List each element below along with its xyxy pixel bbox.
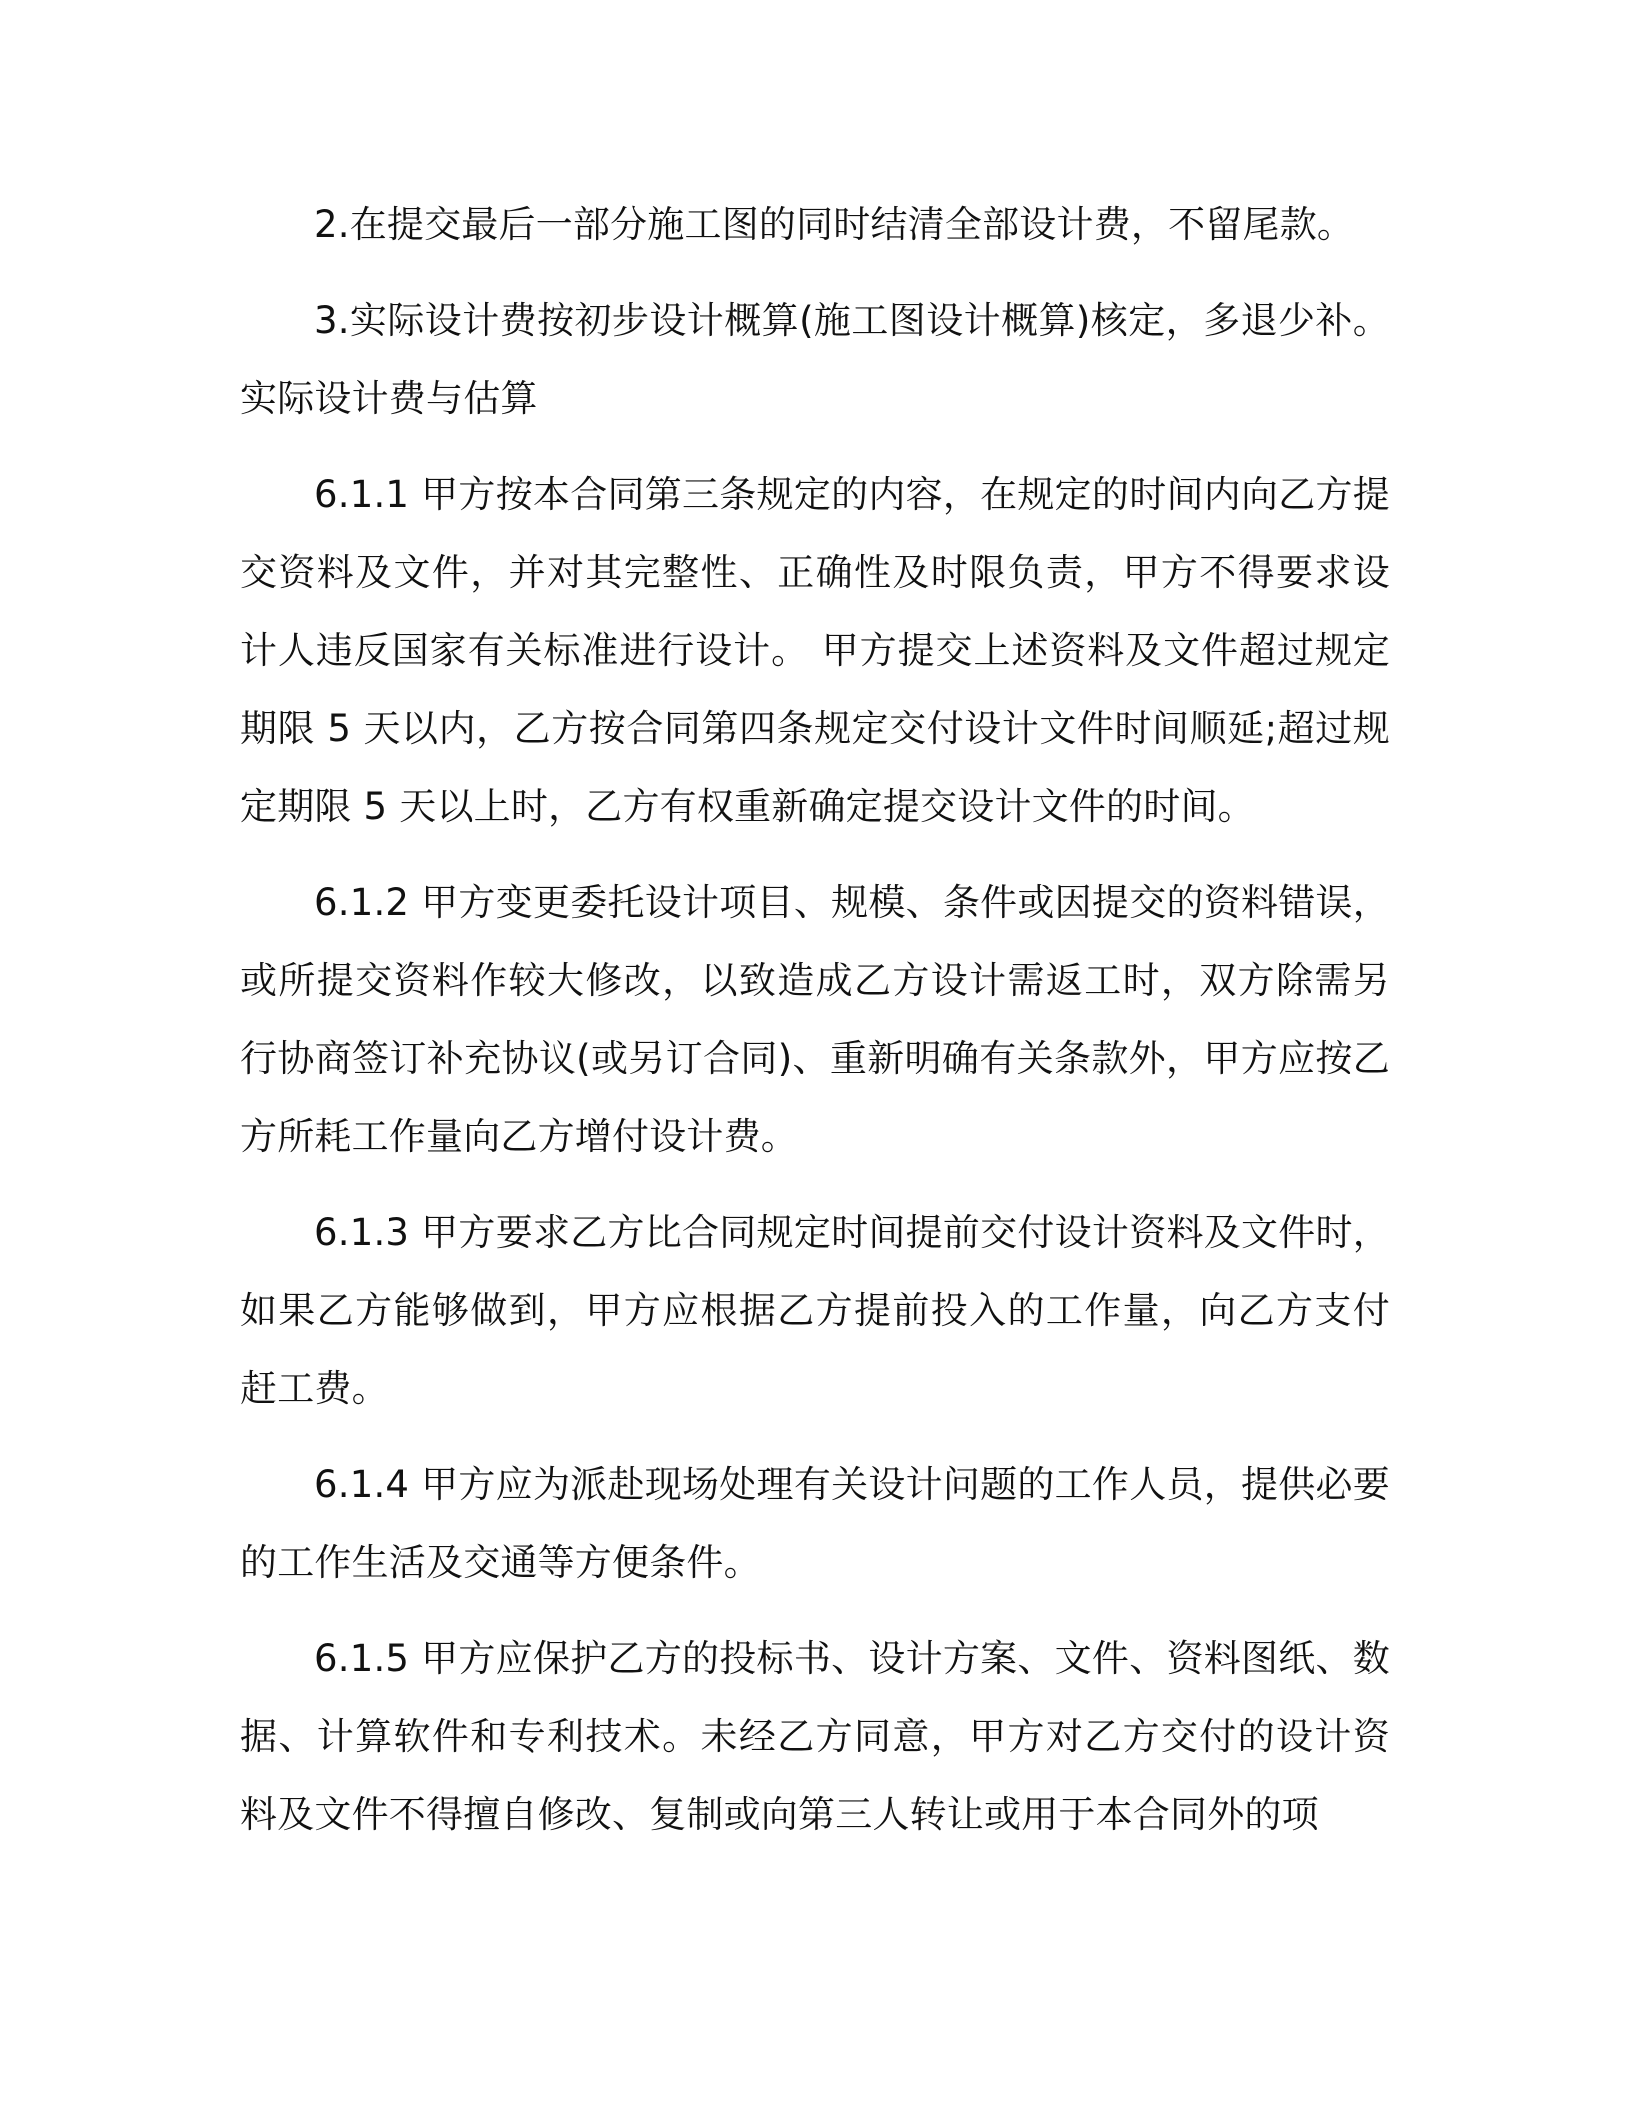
paragraph-6-1-5: 6.1.5 甲方应保护乙方的投标书、设计方案、文件、资料图纸、数据、计算软件和专利技术。未经乙方同意，甲方对乙方交付的设计资料及文件不得擅自修改、复制或向第三人转让或用于本合同外的项 xyxy=(240,1637,1390,1836)
document-body xyxy=(240,186,1390,1854)
paragraph-6-1-4: 6.1.4 甲方应为派赴现场处理有关设计问题的工作人员，提供必要的工作生活及交通等方便条件。 xyxy=(240,1463,1390,1584)
paragraph-6-1-1: 6.1.1 甲方按本合同第三条规定的内容，在规定的时间内向乙方提交资料及文件，并对其完整性、正确性及时限负责，甲方不得要求设计人违反国家有关标准进行设计。 甲方提交上述资料及文件超过规定期限 5 天以内，乙方按合同第四条规定交付设计文件时间顺延;超过规定期限 5 天以上时，乙方有权重新确定提交设计文件的时间。 xyxy=(240,473,1390,828)
paragraph-6-1-2: 6.1.2 甲方变更委托设计项目、规模、条件或因提交的资料错误，或所提交资料作较大修改，以致造成乙方设计需返工时，双方除需另行协商签订补充协议(或另订合同)、重新明确有关条款外，甲方应按乙方所耗工作量向乙方增付设计费。 xyxy=(240,881,1390,1158)
paragraph-6-1-3: 6.1.3 甲方要求乙方比合同规定时间提前交付设计资料及文件时，如果乙方能够做到，甲方应根据乙方提前投入的工作量，向乙方支付赶工费。 xyxy=(240,1211,1390,1410)
paragraph-payment-final: 2.在提交最后一部分施工图的同时结清全部设计费，不留尾款。 xyxy=(314,203,1355,246)
paragraph-actual-fee: 3.实际设计费按初步设计概算(施工图设计概算)核定，多退少补。实际设计费与估算 xyxy=(240,299,1390,420)
